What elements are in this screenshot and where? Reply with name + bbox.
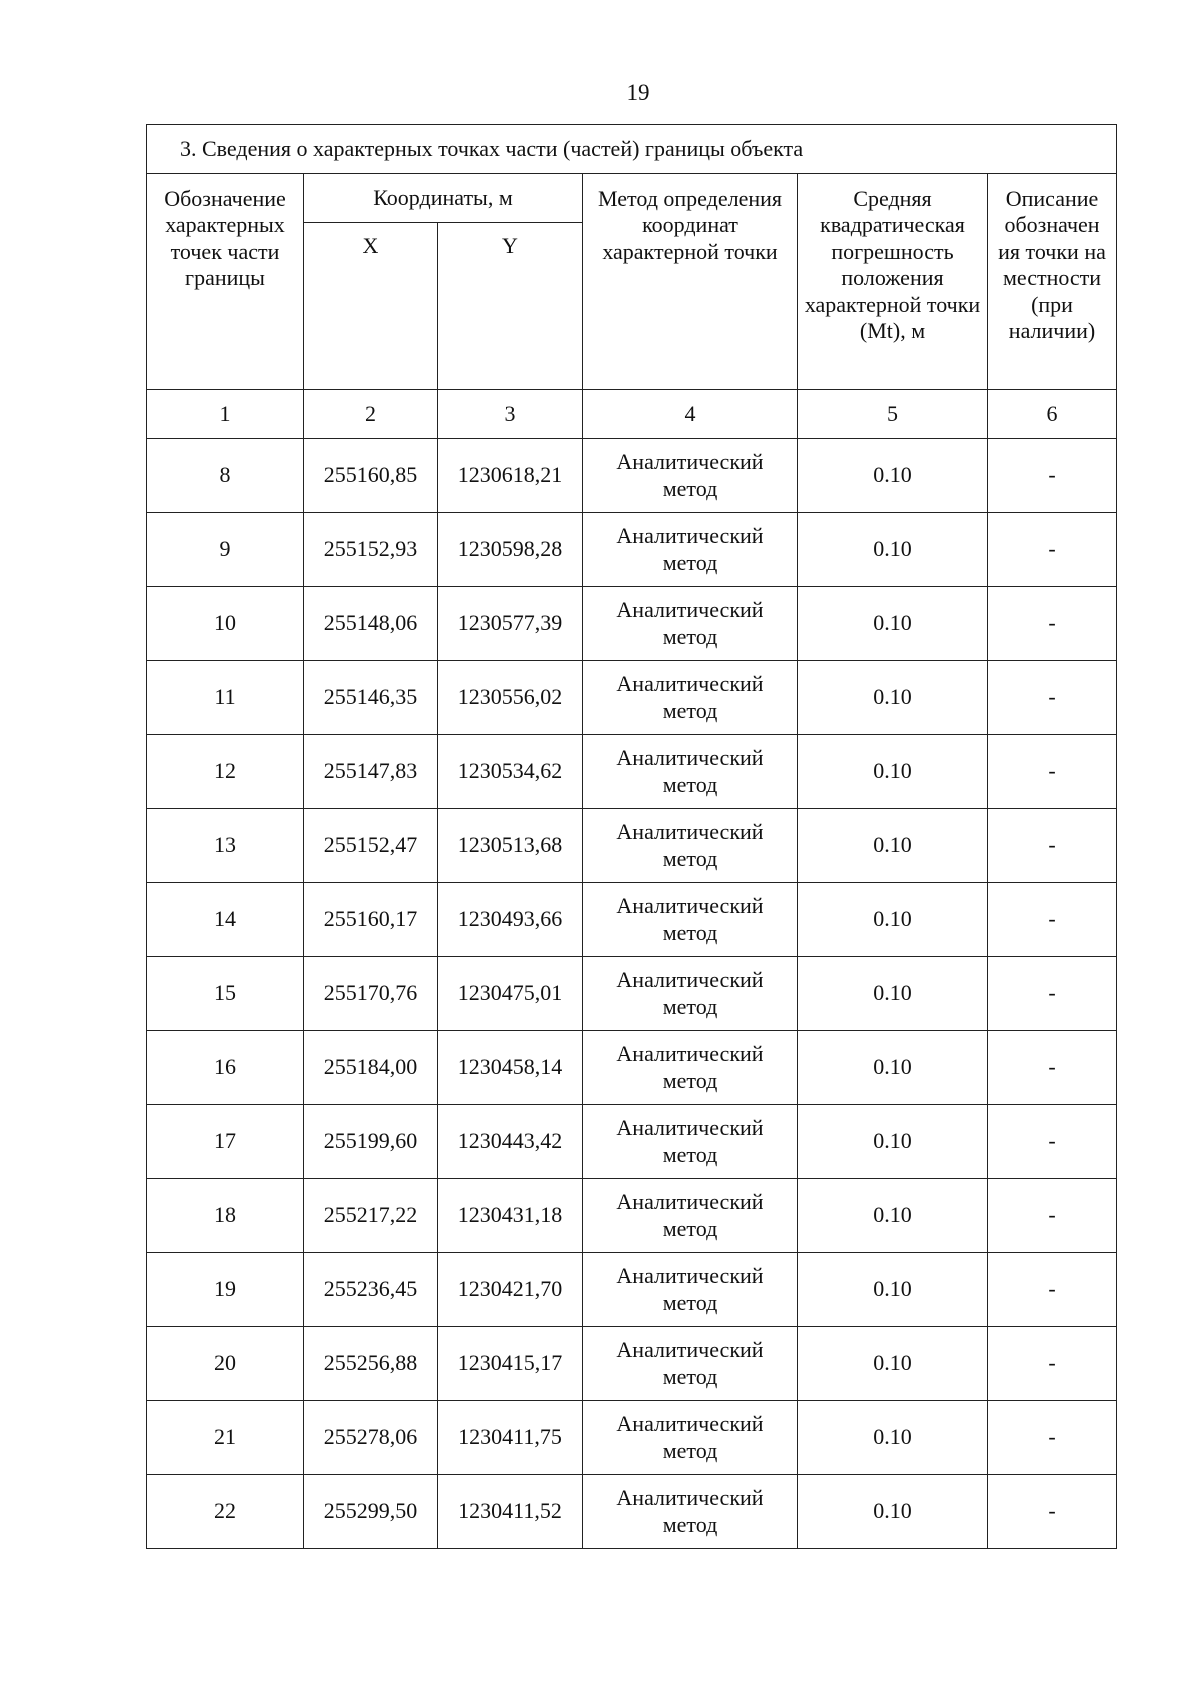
cell-point: 14 [147,883,304,957]
cell-description: - [988,1475,1117,1549]
cell-y: 1230618,21 [438,439,583,513]
header-error: Средняя квадратическая погрешность положения характерной точки (Mt), м [798,174,988,390]
cell-error: 0.10 [798,587,988,661]
cell-y: 1230411,75 [438,1401,583,1475]
cell-description: - [988,1105,1117,1179]
cell-point: 8 [147,439,304,513]
header-y: Y [438,223,583,390]
section-title-row [147,125,1117,174]
cell-point: 18 [147,1179,304,1253]
table-row [147,661,1117,735]
cell-point: 17 [147,1105,304,1179]
cell-point: 10 [147,587,304,661]
table-row [147,1105,1117,1179]
cell-x: 255199,60 [304,1105,438,1179]
header-designation: Обозначение характерных точек части границы [147,174,304,390]
cell-description: - [988,809,1117,883]
table-row [147,1475,1117,1549]
cell-description: - [988,1031,1117,1105]
cell-y: 1230443,42 [438,1105,583,1179]
cell-y: 1230598,28 [438,513,583,587]
cell-error: 0.10 [798,513,988,587]
header-description: Описание обозначен ия точки на местности (при наличии) [988,174,1117,390]
cell-description: - [988,513,1117,587]
table-row [147,883,1117,957]
cell-point: 19 [147,1253,304,1327]
cell-method: Аналитический метод [583,1475,798,1549]
cell-y: 1230431,18 [438,1179,583,1253]
table-row [147,439,1117,513]
cell-description: - [988,1179,1117,1253]
cell-method: Аналитический метод [583,809,798,883]
cell-point: 13 [147,809,304,883]
cell-point: 21 [147,1401,304,1475]
cell-y: 1230475,01 [438,957,583,1031]
cell-description: - [988,1327,1117,1401]
cell-error: 0.10 [798,957,988,1031]
cell-description: - [988,1253,1117,1327]
cell-error: 0.10 [798,1031,988,1105]
column-number: 6 [988,390,1117,439]
cell-error: 0.10 [798,1401,988,1475]
cell-description: - [988,661,1117,735]
column-number: 3 [438,390,583,439]
table-row [147,1253,1117,1327]
boundary-points-table [146,124,1117,1549]
cell-point: 9 [147,513,304,587]
cell-error: 0.10 [798,1327,988,1401]
cell-error: 0.10 [798,1475,988,1549]
table-row [147,1031,1117,1105]
cell-method: Аналитический метод [583,1253,798,1327]
cell-method: Аналитический метод [583,1031,798,1105]
cell-description: - [988,439,1117,513]
cell-y: 1230493,66 [438,883,583,957]
column-number-row [147,390,1117,439]
cell-point: 15 [147,957,304,1031]
cell-description: - [988,957,1117,1031]
cell-point: 16 [147,1031,304,1105]
section-title: 3. Сведения о характерных точках части (частей) границы объекта [147,125,1117,174]
cell-error: 0.10 [798,1179,988,1253]
cell-point: 11 [147,661,304,735]
cell-error: 0.10 [798,1105,988,1179]
cell-point: 22 [147,1475,304,1549]
table-row [147,513,1117,587]
cell-description: - [988,735,1117,809]
header-x: X [304,223,438,390]
cell-x: 255146,35 [304,661,438,735]
cell-y: 1230534,62 [438,735,583,809]
cell-error: 0.10 [798,809,988,883]
cell-error: 0.10 [798,1253,988,1327]
cell-x: 255152,93 [304,513,438,587]
cell-y: 1230415,17 [438,1327,583,1401]
header-method: Метод определения координат характерной точки [583,174,798,390]
cell-description: - [988,883,1117,957]
column-number: 5 [798,390,988,439]
cell-x: 255152,47 [304,809,438,883]
cell-x: 255299,50 [304,1475,438,1549]
table-row [147,1401,1117,1475]
cell-point: 20 [147,1327,304,1401]
cell-method: Аналитический метод [583,439,798,513]
cell-method: Аналитический метод [583,587,798,661]
cell-x: 255184,00 [304,1031,438,1105]
cell-method: Аналитический метод [583,513,798,587]
table-row [147,957,1117,1031]
cell-x: 255160,85 [304,439,438,513]
cell-method: Аналитический метод [583,883,798,957]
cell-y: 1230421,70 [438,1253,583,1327]
cell-x: 255256,88 [304,1327,438,1401]
cell-x: 255217,22 [304,1179,438,1253]
cell-method: Аналитический метод [583,1105,798,1179]
cell-method: Аналитический метод [583,1327,798,1401]
cell-point: 12 [147,735,304,809]
cell-x: 255147,83 [304,735,438,809]
cell-x: 255148,06 [304,587,438,661]
cell-method: Аналитический метод [583,957,798,1031]
cell-method: Аналитический метод [583,1401,798,1475]
table-row [147,1179,1117,1253]
cell-error: 0.10 [798,735,988,809]
table-row [147,735,1117,809]
cell-x: 255236,45 [304,1253,438,1327]
header-row [147,174,1117,223]
cell-method: Аналитический метод [583,661,798,735]
table-row [147,809,1117,883]
cell-x: 255278,06 [304,1401,438,1475]
cell-error: 0.10 [798,661,988,735]
cell-method: Аналитический метод [583,1179,798,1253]
cell-y: 1230458,14 [438,1031,583,1105]
cell-error: 0.10 [798,439,988,513]
cell-y: 1230577,39 [438,587,583,661]
column-number: 1 [147,390,304,439]
page-number: 19 [626,80,650,105]
cell-error: 0.10 [798,883,988,957]
column-number: 2 [304,390,438,439]
cell-description: - [988,1401,1117,1475]
table-row [147,587,1117,661]
column-number: 4 [583,390,798,439]
table-row [147,1327,1117,1401]
header-coordinates: Координаты, м [304,174,583,223]
cell-y: 1230411,52 [438,1475,583,1549]
cell-x: 255170,76 [304,957,438,1031]
cell-y: 1230556,02 [438,661,583,735]
cell-description: - [988,587,1117,661]
cell-x: 255160,17 [304,883,438,957]
cell-method: Аналитический метод [583,735,798,809]
cell-y: 1230513,68 [438,809,583,883]
